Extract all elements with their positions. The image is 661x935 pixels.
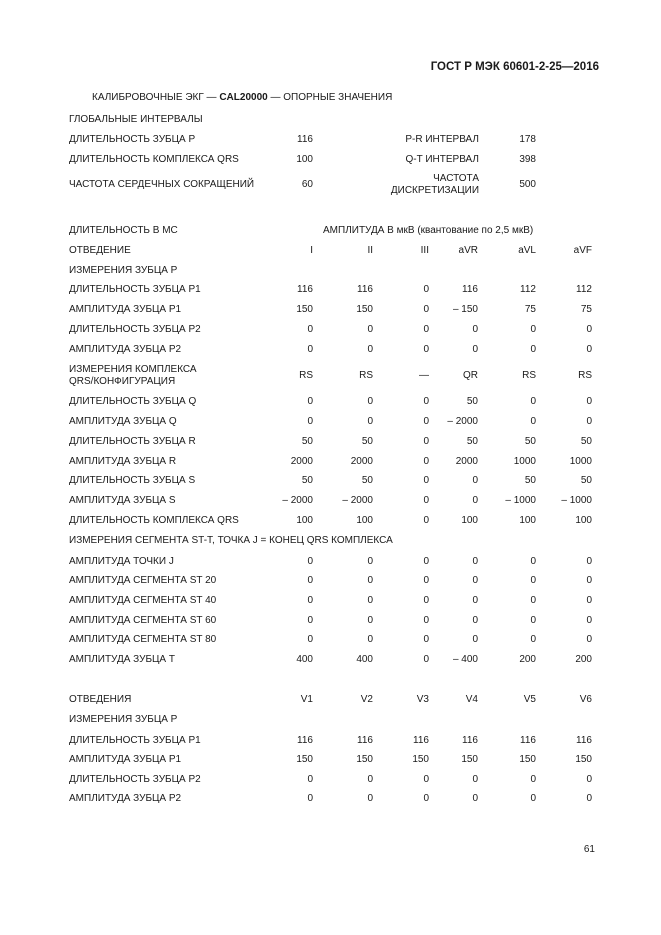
table-cell: 50 <box>361 436 373 447</box>
table-cell: 0 <box>530 416 536 427</box>
table-header-column: V4 <box>465 694 478 705</box>
table-cell: 0 <box>423 774 429 785</box>
table-cell: 0 <box>367 396 373 407</box>
table-row-label-line2: QRS/КОНФИГУРАЦИЯ <box>69 376 176 387</box>
table-cell: 50 <box>301 475 313 486</box>
table-cell: 0 <box>530 615 536 626</box>
table-cell: 0 <box>423 634 429 645</box>
table-cell: 75 <box>524 304 536 315</box>
table-row-label: ДЛИТЕЛЬНОСТЬ ЗУБЦА S <box>69 475 196 486</box>
table-cell: 0 <box>307 396 313 407</box>
amplitude-units-label: АМПЛИТУДА В мкВ (квантование по 2,5 мкВ) <box>323 225 534 236</box>
global-row-label2-line1: ЧАСТОТА <box>433 173 479 184</box>
table-cell: 0 <box>472 793 478 804</box>
table-cell: 100 <box>356 515 373 526</box>
table-cell: 0 <box>423 475 429 486</box>
global-row-value2: 500 <box>519 179 536 190</box>
table-row-label: АМПЛИТУДА ЗУБЦА P2 <box>69 344 182 355</box>
table-cell: 50 <box>361 475 373 486</box>
table-cell: 0 <box>423 324 429 335</box>
table-header-column: V1 <box>300 694 313 705</box>
table-row-label: АМПЛИТУДА ЗУБЦА S <box>69 495 176 506</box>
table-cell: 0 <box>472 475 478 486</box>
caption-suffix: — ОПОРНЫЕ ЗНАЧЕНИЯ <box>267 92 393 103</box>
table-cell: 0 <box>423 654 429 665</box>
table-cell: 0 <box>530 634 536 645</box>
table-cell: 116 <box>576 735 592 746</box>
global-row-label: ЧАСТОТА СЕРДЕЧНЫХ СОКРАЩЕНИЙ <box>69 179 255 190</box>
table-cell: 0 <box>423 304 429 315</box>
table-cell: 0 <box>530 556 536 567</box>
table-row-label: ДЛИТЕЛЬНОСТЬ КОМПЛЕКСА QRS <box>69 515 239 526</box>
table-cell: 0 <box>367 416 373 427</box>
table-cell: 400 <box>356 654 373 665</box>
table-cell: 50 <box>524 475 536 486</box>
table-cell: 0 <box>423 396 429 407</box>
table-cell: – 1000 <box>561 495 592 506</box>
table-cell: 0 <box>367 793 373 804</box>
table-cell: 200 <box>575 654 592 665</box>
table-cell: 0 <box>586 324 592 335</box>
table-cell: 0 <box>586 396 592 407</box>
table-header-column: V3 <box>416 694 429 705</box>
table-row-label: ДЛИТЕЛЬНОСТЬ ЗУБЦА P2 <box>69 774 201 785</box>
table-header-label: ОТВЕДЕНИЕ <box>69 245 131 256</box>
table-cell: 0 <box>307 615 313 626</box>
global-row-value: 100 <box>296 154 313 165</box>
global-row-value2: 178 <box>519 134 536 145</box>
table-header-column: V6 <box>579 694 592 705</box>
table-header-column: aVL <box>518 245 536 256</box>
table-cell: 0 <box>423 436 429 447</box>
table-cell: 0 <box>472 634 478 645</box>
table-cell: 0 <box>367 774 373 785</box>
table-cell: 50 <box>524 436 536 447</box>
table-cell: 100 <box>575 515 592 526</box>
table-cell: 0 <box>586 595 592 606</box>
global-row-label: ДЛИТЕЛЬНОСТЬ КОМПЛЕКСА QRS <box>69 154 239 165</box>
table-cell: 116 <box>297 735 313 746</box>
table-cell: 200 <box>519 654 536 665</box>
table-cell: 116 <box>357 735 373 746</box>
table-cell: 0 <box>586 634 592 645</box>
table-cell: 0 <box>530 344 536 355</box>
table-row-label: АМПЛИТУДА ТОЧКИ J <box>69 556 174 567</box>
table-cell: 0 <box>472 595 478 606</box>
table-cell: 50 <box>580 475 592 486</box>
table-cell: – 1000 <box>505 495 536 506</box>
table-cell: 0 <box>472 344 478 355</box>
table-cell: 0 <box>367 595 373 606</box>
table-cell: 116 <box>297 284 313 295</box>
table-cell: 0 <box>472 556 478 567</box>
table-cell: 0 <box>423 344 429 355</box>
table-cell: 0 <box>586 556 592 567</box>
table-cell: 0 <box>423 495 429 506</box>
table-cell: 0 <box>307 575 313 586</box>
table-cell: – 400 <box>452 654 478 665</box>
table-cell: RS <box>299 370 313 381</box>
table-row-label: АМПЛИТУДА ЗУБЦА T <box>69 654 175 665</box>
table-cell: 150 <box>461 754 478 765</box>
page-number: 61 <box>583 844 595 855</box>
table-row-label: АМПЛИТУДА ЗУБЦА R <box>69 456 177 467</box>
table-cell: 112 <box>576 284 592 295</box>
table-cell: 1000 <box>513 456 536 467</box>
table-cell: 0 <box>472 324 478 335</box>
table-cell: 150 <box>356 754 373 765</box>
table-row-label: АМПЛИТУДА ЗУБЦА Q <box>69 416 177 427</box>
duration-units-label: ДЛИТЕЛЬНОСТЬ В МС <box>69 225 178 236</box>
global-row-value2: 398 <box>519 154 536 165</box>
table-cell: 75 <box>580 304 592 315</box>
table-header-column: I <box>310 245 313 256</box>
table-header-column: V5 <box>523 694 536 705</box>
table-cell: 2000 <box>290 456 313 467</box>
table-cell: 0 <box>307 634 313 645</box>
table-cell: 150 <box>356 304 373 315</box>
table-cell: – 150 <box>452 304 478 315</box>
table-cell: 116 <box>357 284 373 295</box>
table-cell: 116 <box>462 284 478 295</box>
table-cell: 0 <box>307 324 313 335</box>
table-cell: 100 <box>519 515 536 526</box>
table-cell: 0 <box>367 344 373 355</box>
table-cell: RS <box>578 370 592 381</box>
table-row-label: АМПЛИТУДА СЕГМЕНТА ST 20 <box>69 575 217 586</box>
table-cell: 50 <box>301 436 313 447</box>
table-cell: 150 <box>412 754 429 765</box>
global-row-label: ДЛИТЕЛЬНОСТЬ ЗУБЦА P <box>69 134 196 145</box>
table-cell: 400 <box>296 654 313 665</box>
table-section-label: ИЗМЕРЕНИЯ ЗУБЦА P <box>69 265 178 276</box>
table-cell: 150 <box>575 754 592 765</box>
table-cell: 0 <box>423 456 429 467</box>
table-row-label: АМПЛИТУДА СЕГМЕНТА ST 60 <box>69 615 217 626</box>
table-cell: QR <box>463 370 478 381</box>
table-cell: 0 <box>423 615 429 626</box>
table-cell: 0 <box>423 556 429 567</box>
global-intervals-title: ГЛОБАЛЬНЫЕ ИНТЕРВАЛЫ <box>69 114 203 125</box>
table-cell: 150 <box>296 754 313 765</box>
caption-code: CAL20000 <box>219 92 268 103</box>
table-cell: 0 <box>530 595 536 606</box>
table-cell: 0 <box>586 774 592 785</box>
global-row-label2: Q-T ИНТЕРВАЛ <box>405 154 479 165</box>
table-row-label: АМПЛИТУДА ЗУБЦА P1 <box>69 754 182 765</box>
table-cell: 0 <box>530 396 536 407</box>
table-cell: 0 <box>586 416 592 427</box>
global-row-value: 60 <box>301 179 313 190</box>
table-cell: 2000 <box>455 456 478 467</box>
table-cell: – 2000 <box>342 495 373 506</box>
table-cell: 0 <box>586 344 592 355</box>
table-cell: 0 <box>367 575 373 586</box>
table-header-column: V2 <box>360 694 373 705</box>
table-cell: 0 <box>472 495 478 506</box>
table-cell: 116 <box>520 735 536 746</box>
table-cell: 0 <box>307 774 313 785</box>
global-row-label2: P-R ИНТЕРВАЛ <box>405 134 479 145</box>
table-cell: 0 <box>472 774 478 785</box>
table-cell: 0 <box>586 615 592 626</box>
table-cell: 0 <box>307 556 313 567</box>
table-row-label: ДЛИТЕЛЬНОСТЬ ЗУБЦА R <box>69 436 196 447</box>
table-cell: 0 <box>367 324 373 335</box>
table-section-label: ИЗМЕРЕНИЯ ЗУБЦА P <box>69 714 178 725</box>
table-cell: 150 <box>296 304 313 315</box>
table-cell: 100 <box>461 515 478 526</box>
table-cell: 0 <box>423 515 429 526</box>
table-cell: 0 <box>586 575 592 586</box>
table-cell: 0 <box>530 324 536 335</box>
table-cell: 116 <box>413 735 429 746</box>
table-header-label: ОТВЕДЕНИЯ <box>69 694 132 705</box>
table-cell: 1000 <box>569 456 592 467</box>
table-row-label: АМПЛИТУДА ЗУБЦА P1 <box>69 304 182 315</box>
table-cell: 116 <box>462 735 478 746</box>
table-caption <box>92 92 392 103</box>
table-cell: 0 <box>367 634 373 645</box>
table-cell: 100 <box>296 515 313 526</box>
table-row-label: АМПЛИТУДА СЕГМЕНТА ST 80 <box>69 634 217 645</box>
table-row-label: ДЛИТЕЛЬНОСТЬ ЗУБЦА P1 <box>69 284 201 295</box>
table-cell: 112 <box>520 284 536 295</box>
table-cell: 0 <box>307 344 313 355</box>
table-cell: 2000 <box>350 456 373 467</box>
table-cell: 0 <box>307 595 313 606</box>
table-row-label: ИЗМЕРЕНИЯ КОМПЛЕКСА <box>69 364 197 375</box>
table-row-label: АМПЛИТУДА СЕГМЕНТА ST 40 <box>69 595 217 606</box>
table-cell: 0 <box>423 595 429 606</box>
table-cell: 150 <box>519 754 536 765</box>
table-header-column: aVF <box>573 245 592 256</box>
table-cell: 0 <box>423 575 429 586</box>
table-cell: 0 <box>423 793 429 804</box>
table-cell: 0 <box>472 575 478 586</box>
table-cell: 0 <box>586 793 592 804</box>
table-row-label: АМПЛИТУДА ЗУБЦА P2 <box>69 793 182 804</box>
table-cell: 0 <box>423 284 429 295</box>
table-row-label: ДЛИТЕЛЬНОСТЬ ЗУБЦА Q <box>69 396 197 407</box>
table-header-column: III <box>420 245 429 256</box>
table-cell: 0 <box>530 575 536 586</box>
global-row-value: 116 <box>297 134 313 145</box>
table-cell: 50 <box>466 396 478 407</box>
table-cell: RS <box>522 370 536 381</box>
table-cell: – 2000 <box>447 416 478 427</box>
table-cell: 0 <box>423 416 429 427</box>
table-cell: 0 <box>307 416 313 427</box>
table-cell: 50 <box>580 436 592 447</box>
table-cell: 0 <box>472 615 478 626</box>
table-row-label: ДЛИТЕЛЬНОСТЬ ЗУБЦА P1 <box>69 735 201 746</box>
table-cell: 0 <box>307 793 313 804</box>
table-cell: – 2000 <box>282 495 313 506</box>
table-cell: 50 <box>466 436 478 447</box>
table-header-column: II <box>367 245 373 256</box>
table-row-label: ДЛИТЕЛЬНОСТЬ ЗУБЦА P2 <box>69 324 201 335</box>
caption-prefix: КАЛИБРОВОЧНЫЕ ЭКГ — <box>92 92 220 103</box>
table-cell: 0 <box>530 774 536 785</box>
table-cell: 0 <box>530 793 536 804</box>
table-section-label: ИЗМЕРЕНИЯ СЕГМЕНТА ST-T, ТОЧКА J = КОНЕЦ QRS КОМПЛЕКСА <box>69 535 393 546</box>
table-cell: 0 <box>367 556 373 567</box>
table-cell: RS <box>359 370 373 381</box>
global-row-label2-line2: ДИСКРЕТИЗАЦИИ <box>390 185 479 196</box>
table-cell: 0 <box>367 615 373 626</box>
table-cell: — <box>419 370 429 381</box>
table-header-column: aVR <box>458 245 478 256</box>
document-standard-header: ГОСТ Р МЭК 60601-2-25—2016 <box>430 61 599 73</box>
